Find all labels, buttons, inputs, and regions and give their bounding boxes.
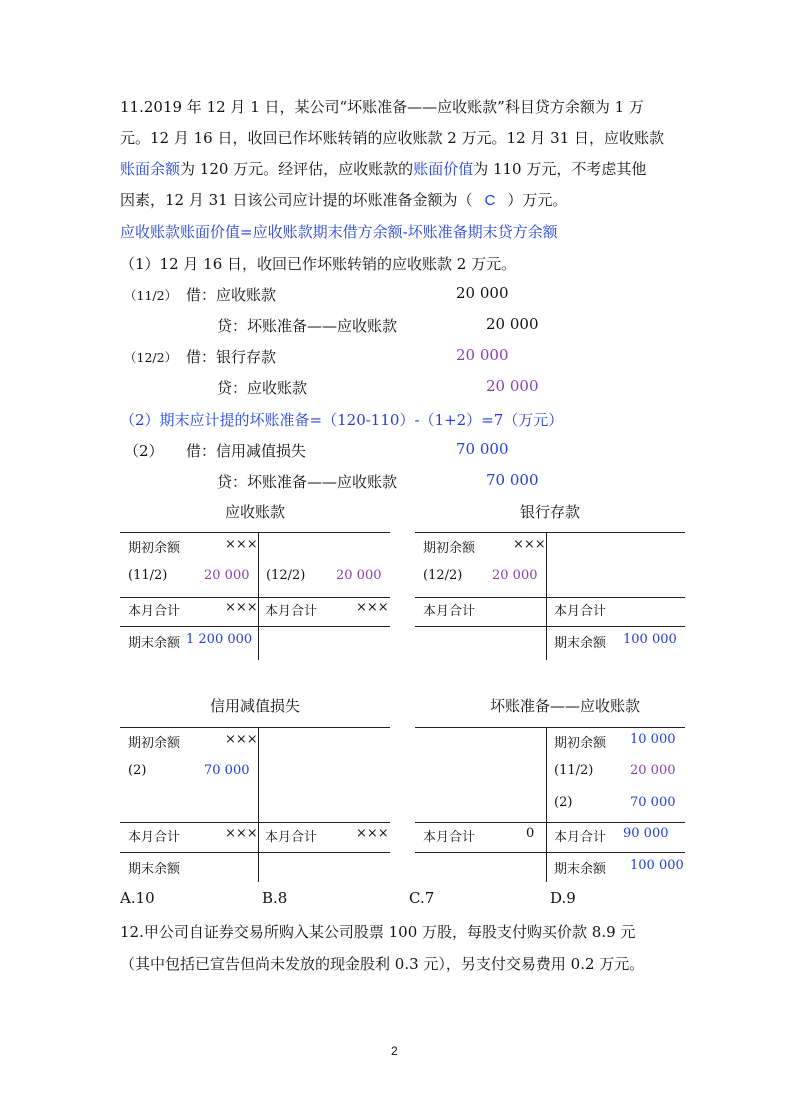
bank-credit-total-label: 本月合计 (554, 604, 607, 619)
t-account-credit-loss-total-rule (120, 852, 390, 853)
option-c: C.7 (409, 889, 435, 907)
q11-line-3 (120, 158, 646, 179)
ar-debit-total-value: ××× (225, 600, 258, 615)
entry-1-tag: （11/2） (124, 288, 178, 303)
bank-debit-total-label: 本月合计 (423, 604, 476, 619)
entry-3-credit: 贷：坏账准备——应收账款 (217, 473, 398, 491)
ar-debit-value: 20 000 (204, 568, 250, 583)
q12-line-1: 12.甲公司自证券交易所购入某公司股票 100 万股，每股支付购买价款 8.9 元 (120, 923, 636, 941)
entry-3-tag: （2） (124, 442, 164, 460)
entry-2-debit-amount: 20 000 (456, 346, 509, 364)
book-balance-highlight: 账面余额 (120, 160, 181, 178)
t-account-bad-debt-top-rule (415, 727, 685, 728)
bad-credit-total-value: 90 000 (623, 826, 669, 841)
bad-closing-value: 100 000 (630, 858, 684, 873)
q12-line-2: （其中包括已宣告但尚未发放的现金股利 0.3 元），另支付交易费用 0.2 万元。 (120, 955, 645, 973)
ar-debit-tag: (11/2) (128, 568, 168, 583)
ar-credit-total-label: 本月合计 (265, 604, 318, 619)
bad-credit-total-label: 本月合计 (554, 830, 607, 845)
t-account-bank-mid-rule (415, 597, 685, 598)
t-account-receivable-divider (258, 532, 259, 660)
bank-closing-label: 期末余额 (554, 636, 607, 651)
t-account-receivable-title: 应收账款 (224, 503, 285, 521)
bad-opening-value: 10 000 (630, 732, 676, 747)
option-b: B.8 (262, 889, 288, 907)
credit-opening-value: ××× (225, 732, 258, 747)
q11-line-3-text: 为 120 万元。经评估，应收账款的 (180, 160, 414, 178)
t-account-bank-title: 银行存款 (519, 503, 580, 521)
q11-line-4 (120, 189, 567, 210)
bad-credit-tag-1: (11/2) (554, 763, 594, 778)
option-d: D.9 (550, 889, 576, 907)
t-account-receivable-mid-rule (120, 597, 390, 598)
t-account-receivable-total-rule (120, 626, 390, 627)
bank-closing-value: 100 000 (623, 632, 677, 647)
option-a: A.10 (120, 889, 155, 907)
page-number: 2 (391, 1044, 398, 1058)
ar-credit-value: 20 000 (336, 568, 382, 583)
bad-credit-value-2: 70 000 (630, 795, 676, 810)
credit-debit-tag: (2) (128, 763, 147, 778)
credit-debit-total-value: ××× (225, 826, 258, 841)
t-account-bank-total-rule (415, 626, 685, 627)
bank-debit-value: 20 000 (492, 568, 538, 583)
bank-debit-tag: (12/2) (423, 568, 463, 583)
credit-debit-value: 70 000 (204, 763, 250, 778)
t-account-bank-top-rule (415, 532, 685, 533)
t-account-credit-loss-mid-rule (120, 822, 390, 823)
entry-3-debit: 借：信用减值损失 (186, 442, 307, 460)
step-2: （2）期末应计提的坏账准备=（120-110）-（1+2）=7（万元） (120, 411, 564, 429)
step-1: （1）12 月 16 日，收回已作坏账转销的应收账款 2 万元。 (120, 255, 517, 273)
bad-debit-total-label: 本月合计 (423, 830, 476, 845)
credit-credit-total-label: 本月合计 (265, 830, 318, 845)
t-account-bank-divider (546, 532, 547, 660)
entry-1-credit: 贷：坏账准备——应收账款 (217, 317, 398, 335)
entry-2-tag: （12/2） (124, 350, 178, 365)
q11-line-4-text: 因素，12 月 31 日该公司应计提的坏账准备金额为（ (120, 191, 473, 209)
t-account-bad-debt-mid-rule (415, 822, 685, 823)
entry-1-credit-amount: 20 000 (486, 315, 539, 333)
t-account-receivable-top-rule (120, 532, 390, 533)
bad-closing-label: 期末余额 (554, 862, 607, 877)
credit-debit-total-label: 本月合计 (128, 830, 181, 845)
book-value-highlight: 账面价值 (413, 160, 474, 178)
ar-closing-label: 期末余额 (128, 636, 181, 651)
t-account-credit-loss-top-rule (120, 727, 390, 728)
t-account-bad-debt-total-rule (415, 852, 685, 853)
t-account-bad-debt-divider (546, 727, 547, 882)
ar-credit-tag: (12/2) (266, 568, 306, 583)
ar-closing-value: 1 200 000 (186, 632, 253, 647)
q11-line-4-end: ）万元。 (507, 191, 568, 209)
q11-line-1: 11.2019 年 12 月 1 日，某公司“坏账准备——应收账款”科目贷方余额为 1 万 (120, 98, 644, 116)
credit-opening-label: 期初余额 (128, 736, 181, 751)
t-account-credit-loss-title: 信用减值损失 (209, 697, 300, 715)
entry-2-credit: 贷：应收账款 (217, 379, 308, 397)
entry-1-debit-amount: 20 000 (456, 284, 509, 302)
bad-credit-value-1: 20 000 (630, 763, 676, 778)
ar-opening-value: ××× (225, 537, 258, 552)
q11-line-2: 元。12 月 16 日，收回已作坏账转销的应收账款 2 万元。12 月 31 日，应收账款 (120, 129, 665, 147)
bank-opening-value: ××× (513, 537, 546, 552)
ar-credit-total-value: ××× (356, 600, 389, 615)
answer-choice: C (484, 192, 496, 209)
credit-closing-label: 期末余额 (128, 862, 181, 877)
t-account-credit-loss-divider (258, 727, 259, 882)
t-account-bad-debt-title: 坏账准备——应收账款 (489, 697, 640, 715)
entry-1-debit: 借：应收账款 (186, 286, 277, 304)
bad-credit-tag-2: (2) (554, 795, 573, 810)
ar-debit-total-label: 本月合计 (128, 604, 181, 619)
entry-3-debit-amount: 70 000 (456, 440, 509, 458)
entry-2-credit-amount: 20 000 (486, 377, 539, 395)
bank-opening-label: 期初余额 (423, 541, 476, 556)
bad-opening-label: 期初余额 (554, 736, 607, 751)
formula-line: 应收账款账面价值=应收账款期末借方余额-坏账准备期末贷方余额 (120, 223, 558, 241)
entry-3-credit-amount: 70 000 (486, 471, 539, 489)
q11-line-3-end: 为 110 万元，不考虑其他 (473, 160, 647, 178)
credit-credit-total-value: ××× (356, 826, 389, 841)
ar-opening-label: 期初余额 (128, 541, 181, 556)
entry-2-debit: 借：银行存款 (186, 348, 277, 366)
bad-debit-total-value: 0 (526, 826, 535, 841)
